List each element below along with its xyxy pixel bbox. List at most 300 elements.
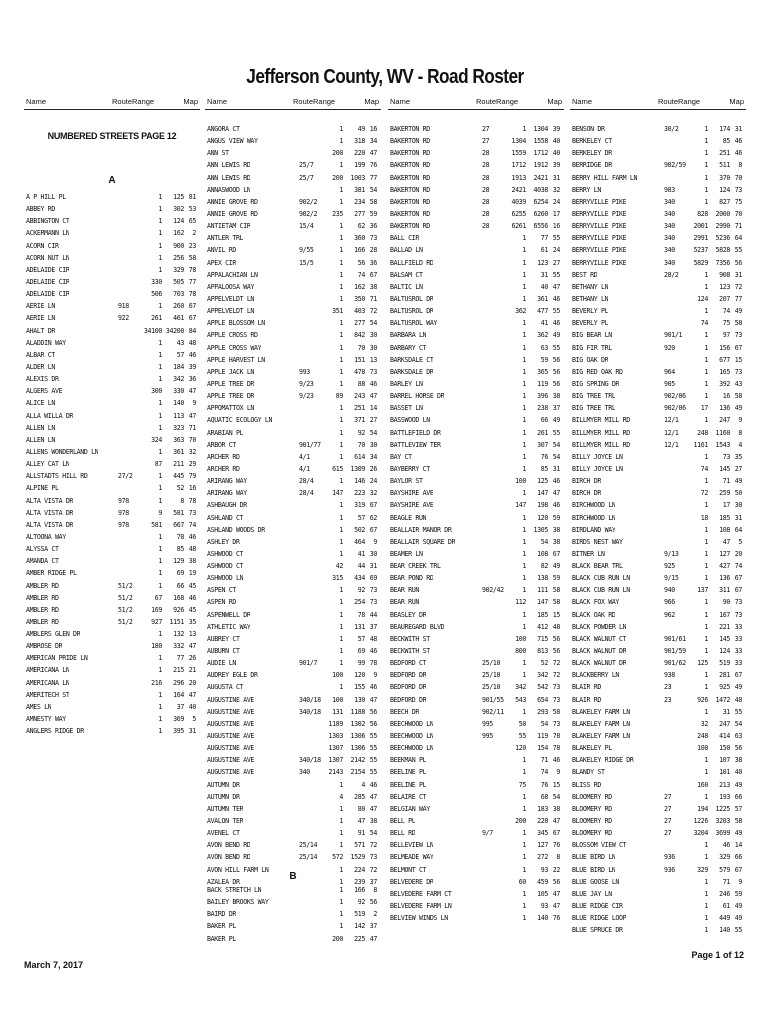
map-number: 59 [369, 209, 377, 218]
header-range: Range [313, 97, 336, 106]
road-route: 920 [664, 343, 675, 352]
range-low: 1161 [693, 440, 708, 449]
range-low: 1 [704, 501, 708, 510]
road-route: 28 [482, 161, 490, 170]
roster-row [205, 159, 381, 171]
roster-row [388, 427, 564, 439]
range-low: 1 [522, 865, 526, 874]
range-high: 579 [719, 865, 730, 874]
map-number: 26 [188, 654, 196, 663]
roster-row [205, 657, 381, 669]
road-name: BLUE BIRD LN [572, 853, 616, 862]
road-route: 340 [664, 222, 675, 231]
range-high: 654 [537, 695, 548, 704]
roster-row [205, 196, 381, 208]
roster-row [24, 458, 200, 470]
range-high: 449 [719, 914, 730, 923]
range-high: 319 [354, 501, 365, 510]
range-low: 1 [158, 241, 162, 250]
road-name: ARCHER RD [207, 464, 240, 473]
range-high: 900 [173, 241, 184, 250]
range-high: 198 [537, 501, 548, 510]
roster-row [570, 269, 746, 281]
road-list [24, 191, 200, 737]
range-high: 1912 [533, 161, 548, 170]
map-number: 33 [734, 647, 742, 656]
range-low: 200 [332, 149, 343, 158]
map-number: 67 [369, 525, 377, 534]
range-high: 403 [354, 307, 365, 316]
range-low: 74 [700, 319, 708, 328]
range-high: 88 [357, 379, 365, 388]
roster-row [388, 402, 564, 414]
range-high: 62 [357, 222, 365, 231]
range-low: 1 [704, 598, 708, 607]
roster-row [388, 512, 564, 524]
map-number: 54 [552, 792, 560, 801]
range-high: 184 [173, 362, 184, 371]
road-route: 978 [118, 496, 129, 505]
range-high: 715 [537, 634, 548, 643]
road-route: 983 [664, 185, 675, 194]
map-number: 78 [188, 290, 196, 299]
range-high: 6260 [533, 209, 548, 218]
map-number: 47 [188, 387, 196, 396]
map-number: 13 [188, 630, 196, 639]
range-high: 220 [354, 149, 365, 158]
range-high: 361 [173, 447, 184, 456]
map-number: 55 [734, 926, 742, 935]
roster-row [24, 385, 200, 397]
roster-row [24, 713, 200, 725]
range-high: 1302 [350, 719, 365, 728]
road-name: BIG BEAR LN [572, 331, 612, 340]
range-low: 89 [335, 392, 343, 401]
header-map: Map [729, 97, 744, 106]
range-low: 1 [158, 411, 162, 420]
road-route: 978 [118, 508, 129, 517]
range-low: 67 [154, 593, 162, 602]
road-name: BARKSDALE DR [390, 367, 434, 376]
road-name: BASSET LN [390, 404, 423, 413]
range-low: 2001 [693, 222, 708, 231]
roster-row [388, 536, 564, 548]
map-number: 55 [734, 246, 742, 255]
header-name: Name [26, 97, 47, 106]
road-name: ALICE LN [26, 399, 55, 408]
roster-row [570, 232, 746, 244]
range-high: 124 [719, 185, 730, 194]
range-low: 1 [522, 294, 526, 303]
road-name: BECKWITH ST [390, 647, 430, 656]
road-name: BEAR POND RD [390, 574, 434, 583]
roster-row [205, 896, 381, 908]
map-number: 72 [369, 865, 377, 874]
range-high: 193 [719, 792, 730, 801]
road-name: AUGUSTINE AVE [207, 768, 255, 777]
road-name: BLACK WALNUT CT [572, 634, 627, 643]
range-low: 1 [522, 756, 526, 765]
range-high: 57 [357, 634, 365, 643]
range-high: 52 [540, 659, 548, 668]
map-number: 20 [188, 678, 196, 687]
roster-row [388, 548, 564, 560]
map-number: 40 [552, 137, 560, 146]
road-name: BERRY LN [572, 185, 601, 194]
range-low: 1 [158, 229, 162, 238]
map-number: 5 [192, 715, 196, 724]
range-low: 1 [158, 666, 162, 675]
roster-row [388, 839, 564, 851]
road-name: AVON BEND RD [207, 853, 251, 862]
map-number: 49 [734, 780, 742, 789]
header-range: Range [132, 97, 155, 106]
road-name: ALLEN LN [26, 435, 55, 444]
range-high: 142 [354, 922, 365, 931]
range-low: 1 [704, 914, 708, 923]
road-name: BAYBERRY CT [390, 464, 430, 473]
map-number: 64 [734, 234, 742, 243]
map-number: 46 [552, 319, 560, 328]
roster-row [205, 681, 381, 693]
range-high: 56 [357, 258, 365, 267]
range-low: 1 [704, 926, 708, 935]
roster-row [205, 135, 381, 147]
road-name: BELL PL [390, 817, 416, 826]
roster-row [388, 815, 564, 827]
roster-row [24, 203, 200, 215]
road-route: 995 [482, 732, 493, 741]
range-low: 1 [339, 841, 343, 850]
range-high: 119 [537, 379, 548, 388]
range-low: 1307 [328, 756, 343, 765]
roster-row [570, 281, 746, 293]
range-low: 926 [697, 695, 708, 704]
range-high: 614 [354, 452, 365, 461]
roster-row [205, 451, 381, 463]
map-number: 67 [734, 343, 742, 352]
footer-page-number: Page 1 of 12 [691, 950, 744, 960]
range-high: 1003 [350, 173, 365, 182]
roster-row [570, 924, 746, 936]
road-route: 922 [118, 314, 129, 323]
road-name: BLAKELEY RIDGE DR [572, 756, 634, 765]
map-number: 47 [369, 934, 377, 943]
roster-row [570, 439, 746, 451]
map-number: 27 [369, 416, 377, 425]
map-number: 38 [734, 756, 742, 765]
range-low: 1 [339, 294, 343, 303]
range-high: 277 [354, 319, 365, 328]
roster-row [388, 317, 564, 329]
roster-row [205, 706, 381, 718]
range-low: 1 [158, 654, 162, 663]
road-route: 28/4 [299, 489, 314, 498]
map-number: 73 [369, 598, 377, 607]
map-number: 37 [369, 877, 377, 886]
road-name: BILLMYER MILL RD [572, 416, 630, 425]
roster-row [205, 463, 381, 475]
map-number: 73 [734, 598, 742, 607]
road-route: 938 [664, 671, 675, 680]
map-number: 39 [552, 125, 560, 133]
road-route: 25/10 [482, 671, 501, 680]
roster-row [570, 584, 746, 596]
range-high: 57 [357, 513, 365, 522]
range-high: 140 [537, 914, 548, 923]
range-low: 1 [704, 355, 708, 364]
range-low: 248 [697, 732, 708, 741]
road-route: 9/15 [664, 574, 679, 583]
road-name: BAKERTON RD [390, 137, 430, 146]
roster-row [24, 422, 200, 434]
range-low: 1 [704, 173, 708, 182]
map-number: 63 [734, 732, 742, 741]
road-route: 9/23 [299, 392, 314, 401]
range-low: 1 [158, 496, 162, 505]
road-name: BIG TREE TRL [572, 392, 616, 401]
road-name: AHALT DR [26, 326, 55, 335]
range-low: 75 [518, 780, 526, 789]
roster-row [388, 584, 564, 596]
range-low: 1 [704, 610, 708, 619]
roster-row [388, 888, 564, 900]
range-high: 34200 [165, 326, 184, 335]
map-number: 57 [734, 804, 742, 813]
map-number: 70 [734, 173, 742, 182]
roster-row [205, 232, 381, 244]
range-low: 1 [522, 671, 526, 680]
roster-row [205, 269, 381, 281]
range-high: 166 [354, 246, 365, 255]
range-low: 1 [522, 792, 526, 801]
map-number: 31 [369, 562, 377, 571]
range-low: 1 [339, 829, 343, 838]
road-name: ASHBAUGH DR [207, 501, 247, 510]
map-number: 71 [734, 222, 742, 231]
range-low: 87 [154, 460, 162, 469]
roster-row [388, 766, 564, 778]
roster-row [205, 718, 381, 730]
range-high: 6556 [533, 222, 548, 231]
map-number: 30 [369, 343, 377, 352]
map-number: 39 [188, 362, 196, 371]
road-name: BERRYVILLE PIKE [572, 197, 627, 206]
range-low: 1 [339, 331, 343, 340]
range-low: 1 [158, 302, 162, 311]
road-name: BLISS RD [572, 780, 601, 789]
range-low: 200 [515, 817, 526, 826]
range-low: 1 [522, 804, 526, 813]
map-number: 76 [369, 161, 377, 170]
range-high: 2154 [350, 768, 365, 777]
range-high: 73 [722, 452, 730, 461]
range-high: 63 [540, 343, 548, 352]
range-high: 511 [719, 161, 730, 170]
road-name: BLACK FOX WAY [572, 598, 620, 607]
range-low: 1 [704, 549, 708, 558]
road-list [205, 123, 381, 888]
map-number: 49 [734, 307, 742, 316]
range-high: 1151 [169, 617, 184, 626]
range-low: 1189 [328, 719, 343, 728]
range-high: 220 [537, 817, 548, 826]
map-number: 49 [734, 902, 742, 910]
road-name: BEELINE PL [390, 768, 427, 777]
road-name: BEAMER LN [390, 549, 423, 558]
map-number: 78 [552, 744, 560, 753]
range-low: 1 [704, 902, 708, 910]
road-route: 340 [664, 246, 675, 255]
range-high: 97 [722, 331, 730, 340]
range-high: 542 [537, 683, 548, 692]
roster-row [24, 519, 200, 531]
range-high: 4 [361, 780, 365, 789]
roster-row [388, 706, 564, 718]
roster-row [388, 147, 564, 159]
range-low: 1 [522, 428, 526, 437]
range-low: 1 [158, 375, 162, 384]
road-name: ARIRANG WAY [207, 477, 247, 486]
range-high: 281 [719, 671, 730, 680]
road-name: ANN LEWIS RD [207, 173, 251, 182]
range-low: 74 [700, 464, 708, 473]
range-high: 318 [354, 137, 365, 146]
map-number: 50 [734, 489, 742, 498]
map-number: 19 [188, 569, 196, 578]
range-low: 362 [515, 307, 526, 316]
roster-row [24, 604, 200, 616]
roster-row [24, 725, 200, 737]
range-low: 60 [518, 877, 526, 886]
road-name: BERRYVILLE PIKE [572, 222, 627, 231]
range-low: 1 [704, 537, 708, 546]
range-low: 1 [522, 586, 526, 595]
range-high: 813 [537, 647, 548, 656]
road-name: ASHLEY DR [207, 537, 240, 546]
road-route: 902/42 [482, 586, 504, 595]
road-name: ASHLAND CT [207, 513, 244, 522]
roster-row [205, 147, 381, 159]
roster-row [205, 694, 381, 706]
roster-column-2 [205, 95, 381, 943]
road-route: 25/10 [482, 683, 501, 692]
road-name: AQUATIC ECOLOGY LN [207, 416, 273, 425]
range-high: 1306 [350, 744, 365, 753]
roster-row [570, 912, 746, 924]
road-name: APPELVELDT LN [207, 307, 255, 316]
range-high: 234 [354, 197, 365, 206]
road-name: APPLE CROSS RD [207, 331, 258, 340]
range-high: 168 [173, 593, 184, 602]
road-name: BLACK CUB RUN LN [572, 586, 630, 595]
range-low: 4 [339, 792, 343, 801]
range-high: 155 [354, 683, 365, 692]
roster-row [388, 803, 564, 815]
range-low: 200 [332, 173, 343, 182]
road-route: 51/2 [118, 605, 133, 614]
range-low: 1 [704, 270, 708, 279]
road-name: BEVERLY PL [572, 319, 609, 328]
road-name: BLUE RIDGE CIR [572, 902, 623, 910]
road-name: BLOOMERY RD [572, 817, 612, 826]
range-low: 1 [158, 193, 162, 201]
roster-row [570, 609, 746, 621]
range-low: 4039 [511, 197, 526, 206]
range-high: 93 [540, 902, 548, 910]
map-number: 72 [369, 307, 377, 316]
range-high: 37 [176, 702, 184, 711]
roster-row [205, 220, 381, 232]
range-high: 842 [354, 331, 365, 340]
roster-row [388, 366, 564, 378]
map-number: 45 [188, 581, 196, 590]
range-high: 323 [173, 423, 184, 432]
range-low: 1 [339, 513, 343, 522]
roster-row [205, 633, 381, 645]
map-number: 48 [188, 338, 196, 347]
roster-row [388, 730, 564, 742]
range-high: 1305 [533, 525, 548, 534]
road-route: 902/2 [299, 197, 318, 206]
range-high: 59 [540, 355, 548, 364]
road-name: BEST RD [572, 270, 598, 279]
road-name: BILLMYER MILL RD [572, 428, 630, 437]
road-route: 4/1 [299, 464, 310, 473]
range-low: 1 [704, 367, 708, 376]
road-name: ALEXIS DR [26, 375, 59, 384]
road-route: 901/62 [664, 659, 686, 668]
roster-row [24, 312, 200, 324]
map-number: 2 [192, 229, 196, 238]
roster-row [205, 933, 381, 945]
roster-row [388, 378, 564, 390]
road-name: ABBEY RD [26, 205, 55, 214]
range-high: 1712 [533, 149, 548, 158]
roster-row [24, 555, 200, 567]
map-number: 47 [369, 792, 377, 801]
roster-row [388, 791, 564, 803]
range-high: 146 [354, 477, 365, 486]
roster-row [24, 446, 200, 458]
road-name: A P HILL PL [26, 193, 66, 201]
range-high: 677 [719, 355, 730, 364]
range-high: 132 [173, 630, 184, 639]
map-number: 38 [552, 525, 560, 534]
range-high: 92 [357, 586, 365, 595]
road-name: BLAKELEY PL [572, 744, 612, 753]
range-low: 1 [704, 379, 708, 388]
range-low: 315 [332, 574, 343, 583]
range-high: 2421 [533, 173, 548, 182]
range-high: 3699 [715, 829, 730, 838]
range-low: 1 [704, 853, 708, 862]
road-name: BIRDS NEST WAY [572, 537, 623, 546]
road-name: ARCHER RD [207, 452, 240, 461]
road-name: BELMEADE WAY [390, 853, 434, 862]
road-route: 23 [664, 683, 672, 692]
roster-row [205, 366, 381, 378]
range-high: 82 [540, 562, 548, 571]
roster-row [24, 434, 200, 446]
range-high: 124 [719, 647, 730, 656]
range-high: 296 [173, 678, 184, 687]
road-route: 940 [664, 586, 675, 595]
range-low: 1 [339, 622, 343, 631]
map-number: 13 [369, 355, 377, 364]
road-route: 28 [482, 185, 490, 194]
range-low: 1913 [511, 173, 526, 182]
